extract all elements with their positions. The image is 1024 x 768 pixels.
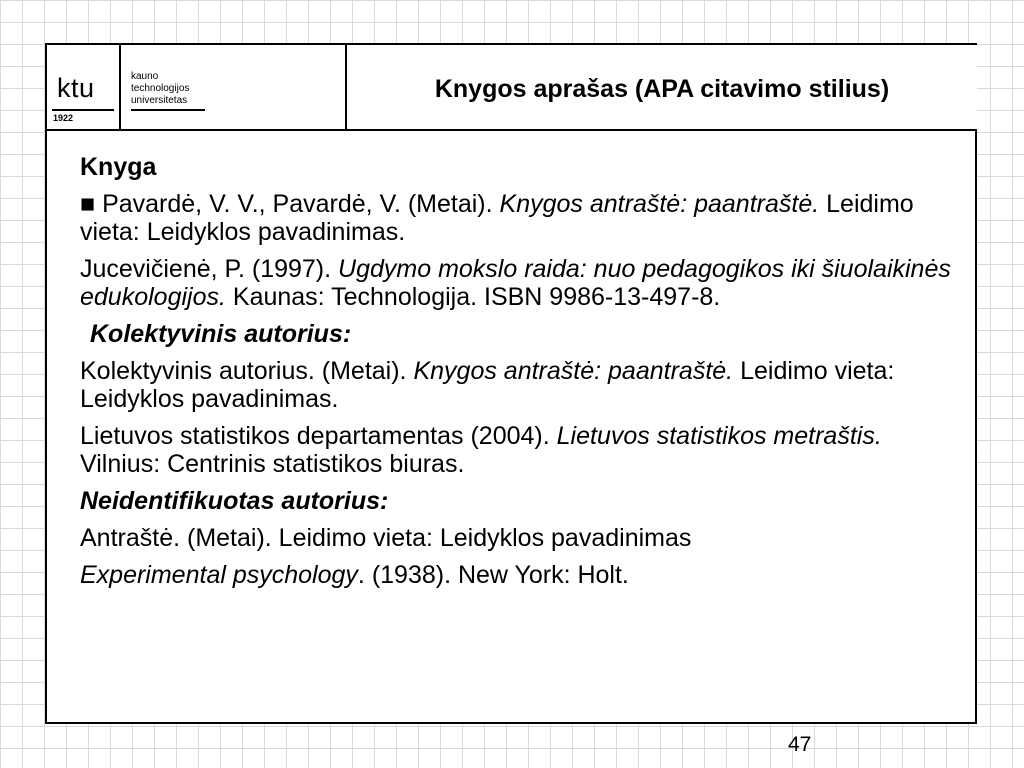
- bullet: ■: [80, 190, 96, 218]
- logo-year: 1922: [53, 113, 74, 123]
- logo-name-line3: universitetas: [131, 95, 188, 106]
- logo-name-line1: kauno: [131, 71, 159, 82]
- slide-content: [80, 153, 960, 598]
- logo: [47, 45, 121, 131]
- heading-knyga: Knyga: [80, 153, 157, 181]
- logo-university-name: [131, 71, 189, 107]
- header-rule: [119, 129, 345, 131]
- title-box: [345, 45, 977, 131]
- logo-name-underline: [131, 109, 205, 111]
- heading-neidentifikuotas: Neidentifikuotas autorius:: [80, 487, 389, 515]
- slide-frame: [45, 43, 977, 724]
- knyga-template: ■ Pavardė, V. V., Pavardė, V. (Metai). Knygos antraštė: paantraštė. Leidimo vieta: Leidyklos pavadinimas.: [80, 190, 914, 246]
- page-number: 47: [788, 733, 812, 756]
- logo-name-line2: technologijos: [131, 83, 190, 94]
- neidentifikuotas-template: Antraštė. (Metai). Leidimo vieta: Leidyklos pavadinimas: [80, 524, 692, 552]
- heading-kolektyvinis: Kolektyvinis autorius:: [90, 320, 352, 348]
- neidentifikuotas-example: Experimental psychology. (1938). New York: Holt.: [80, 561, 629, 589]
- kolektyvinis-example: Lietuvos statistikos departamentas (2004). Lietuvos statistikos metraštis. Vilnius: Centrinis statistikos biuras.: [80, 422, 882, 478]
- slide-title: Knygos aprašas (APA citavimo stilius): [434, 75, 890, 103]
- logo-year-divider: [52, 109, 114, 111]
- logo-ktu: ktu: [57, 73, 95, 103]
- knyga-example: Jucevičienė, P. (1997). Ugdymo mokslo raida: nuo pedagogikos iki šiuolaikinės edukologijos. Kaunas: Technologija. ISBN 9986-13-497-8.: [80, 255, 951, 311]
- kolektyvinis-template: Kolektyvinis autorius. (Metai). Knygos antraštė: paantraštė. Leidimo vieta: Leidyklos pavadinimas.: [80, 357, 895, 413]
